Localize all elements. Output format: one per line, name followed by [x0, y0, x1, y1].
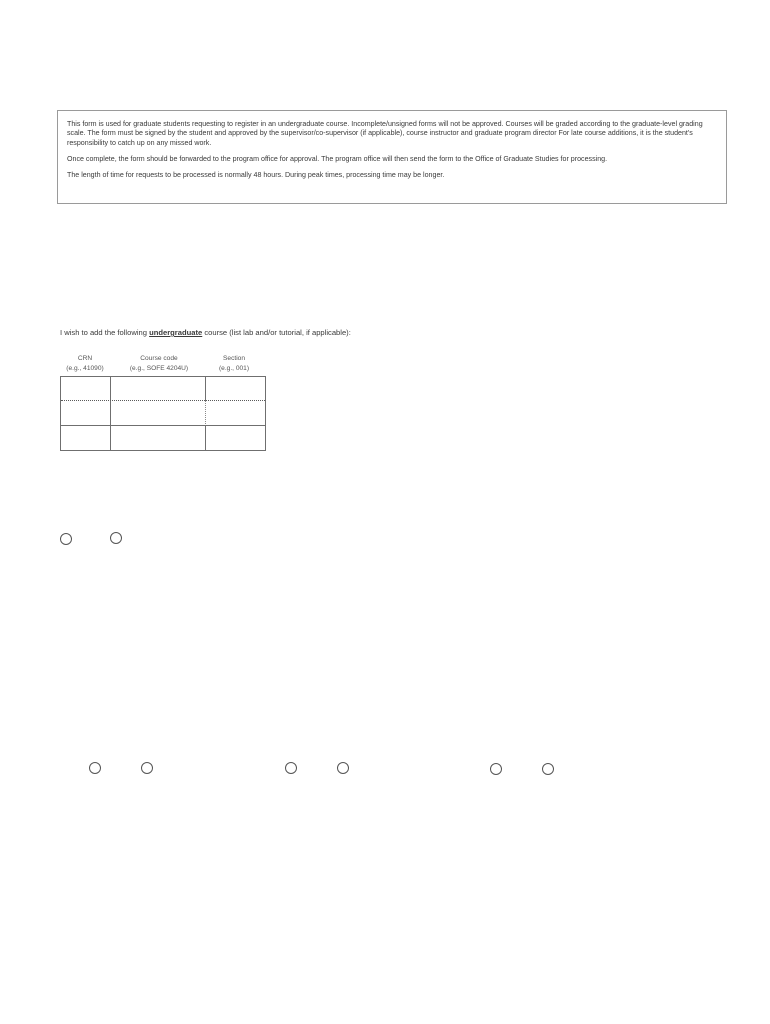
crn-column-header	[60, 354, 110, 374]
course-code-column-example: (e.g., SOFE 4204U)	[129, 365, 189, 372]
section-column-header	[206, 354, 262, 374]
course-code-input-row-1[interactable]	[111, 377, 205, 400]
radio-option-4a[interactable]	[490, 763, 502, 775]
course-entry-table	[60, 376, 266, 451]
crn-column-label: CRN	[77, 355, 93, 362]
course-instruction	[60, 328, 351, 337]
instructions-paragraph-3: The length of time for requests to be processed is normally 48 hours. During peak times, processing time may be longer.	[67, 171, 445, 180]
course-code-input-row-3[interactable]	[111, 426, 205, 450]
instructions-paragraph-1: This form is used for graduate students requesting to register in an undergraduate course. Incomplete/unsigned forms will not be approved. Courses will be graded according to the graduate-level grading scale. The form must be signed by the student and approved by the supervisor/co-supervisor (if applicable), course instructor and graduate program director For late course additions, it is the student's responsibility to catch up on any missed work.	[67, 120, 703, 147]
course-code-column-header	[112, 354, 206, 374]
section-input-row-1[interactable]	[206, 377, 265, 400]
section-column-example: (e.g., 001)	[218, 365, 250, 372]
radio-option-2b[interactable]	[141, 762, 153, 774]
instructions-box	[57, 110, 727, 204]
crn-input-row-3[interactable]	[61, 426, 110, 450]
radio-option-3a[interactable]	[285, 762, 297, 774]
section-column-label: Section	[223, 355, 245, 362]
radio-option-3b[interactable]	[337, 762, 349, 774]
course-instruction-prefix: I wish to add the following	[60, 328, 150, 337]
section-input-row-3[interactable]	[206, 426, 265, 450]
radio-option-4b[interactable]	[542, 763, 554, 775]
crn-column-example: (e.g., 41090)	[66, 365, 104, 372]
radio-option-2a[interactable]	[89, 762, 101, 774]
radio-option-1a[interactable]	[60, 533, 72, 545]
course-instruction-emphasis: undergraduate	[149, 328, 203, 337]
instructions-paragraph-2: Once complete, the form should be forwarded to the program office for approval. The program office will then send the form to the Office of Graduate Studies for processing.	[67, 154, 608, 163]
radio-option-1b[interactable]	[110, 532, 122, 544]
course-instruction-suffix: course (list lab and/or tutorial, if applicable):	[202, 328, 351, 337]
course-code-input-row-2[interactable]	[111, 401, 205, 425]
crn-input-row-2[interactable]	[61, 401, 110, 425]
crn-input-row-1[interactable]	[61, 377, 110, 400]
course-code-column-label: Course code	[140, 355, 178, 362]
section-input-row-2[interactable]	[206, 401, 265, 425]
